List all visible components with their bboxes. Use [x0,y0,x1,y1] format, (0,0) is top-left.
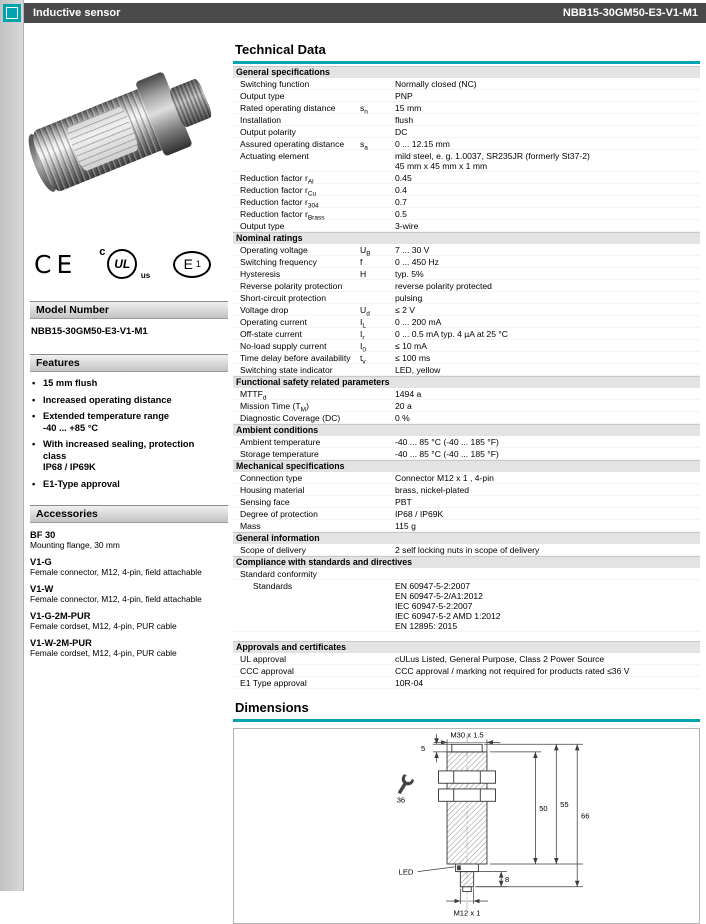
feature-item: • With increased sealing, protection class IP68 / IP69K [32,439,228,474]
tech-value: pulsing [395,292,423,303]
right-column [233,40,700,924]
tech-value: Normally closed (NC) [395,78,477,89]
sensor-outline [438,744,495,891]
ce-mark-icon: CE [34,249,78,279]
e1-number: 1 [195,259,201,269]
tech-label: Storage temperature [240,448,319,459]
tech-row [233,256,700,268]
label-dim-50: 50 [538,803,548,813]
tech-label: Scope of delivery [240,544,306,555]
tech-label: Time delay before availability [240,352,351,363]
left-column [30,30,228,658]
accessory-desc: Female cordset, M12, 4-pin, PUR cable [30,621,177,631]
accessory-name: V1-G-2M-PUR [30,611,91,621]
tech-value: brass, nickel-plated [395,484,470,495]
model-number-header: Model Number [30,301,228,319]
tech-label: UL approval [240,653,287,664]
tech-row [233,138,700,150]
tech-label: Mass [240,520,261,531]
tech-symbol [360,389,395,399]
tech-label: Degree of protection [240,508,318,519]
tech-section-header: Approvals and certificates [233,641,700,653]
tech-label: Hysteresis [240,268,281,279]
tech-label: Reduction factor $r_{304}$ [240,196,319,210]
tech-row [233,220,700,232]
accessory-name: V1-W-2M-PUR [30,638,92,648]
page-content [24,26,706,918]
part-number-title: NBB15-30GM50-E3-V1-M1 [562,7,698,19]
dimensions-title: Dimensions [233,698,700,722]
label-dim-66: 66 [580,811,589,821]
tech-row [233,665,700,677]
tech-value: ≤ 10 mA [395,340,427,351]
tech-symbol: $I_L$ [360,316,367,330]
tech-symbol: $s_n$ [360,102,368,116]
accessory-desc: Mounting flange, 30 mm [30,540,120,550]
accessory-name: V1-G [30,557,52,567]
tech-value: 15 mm [395,102,422,113]
feature-item: • E1-Type approval [32,479,228,491]
ul-letters: UL [114,257,131,271]
tech-symbol [360,127,395,137]
product-type-title: Inductive sensor [33,7,121,19]
tech-row [233,653,700,665]
accessories-list [30,530,228,658]
tech-label: $MTTF_d$ [240,388,267,402]
tech-symbol [360,497,395,507]
left-margin-strip [0,0,24,891]
tech-value: 115 g [395,520,416,531]
tech-symbol: $U_d$ [360,304,370,318]
brand-square-icon [3,4,21,22]
tech-label: Reduction factor $r_{Cu}$ [240,184,317,198]
tech-row [233,496,700,508]
tech-label: Mission Time $(T_M)$ [240,400,309,414]
model-number-value: NBB15-30GM50-E3-V1-M1 [31,326,148,337]
tech-label: Reverse polarity protection [240,280,343,291]
certification-marks [34,242,228,286]
tech-row [233,208,700,220]
e1-letter: E [183,256,193,272]
tech-symbol [360,521,395,531]
tech-section-header: Functional safety related parameters [233,376,700,388]
tech-symbol [360,115,395,125]
tech-label: Rated operating distance [240,102,336,113]
tech-symbol [360,79,395,89]
tech-label: Voltage drop [240,304,289,315]
wrench-icon [393,774,414,797]
tech-symbol [360,185,395,195]
tech-label: Standard conformity [240,568,317,579]
tech-value: DC [395,126,408,137]
tech-label: Short-circuit protection [240,292,326,303]
tech-value: IP68 / IP69K [395,508,444,519]
tech-label: Diagnostic Coverage (DC) [240,412,341,423]
tech-symbol [360,581,395,631]
features-header: Features [30,354,228,372]
technical-data-table [233,66,700,689]
accessory-desc: Female connector, M12, 4-pin, field attachable [30,567,202,577]
tech-symbol [360,197,395,207]
accessory-desc: Female connector, M12, 4-pin, field attachable [30,594,202,604]
tech-label: Standards [253,580,293,591]
tech-symbol [360,173,395,183]
tech-row [233,184,700,196]
tech-row [233,508,700,520]
tech-symbol [360,293,395,303]
tech-symbol [360,221,395,231]
tech-value: CCC approval / marking not required for products rated ≤36 V [395,665,630,676]
tech-label: Housing material [240,484,305,495]
tech-symbol [360,509,395,519]
tech-symbol: $s_a$ [360,138,368,152]
tech-section-header: Ambient conditions [233,424,700,436]
tech-symbol [360,666,395,676]
tech-row [233,78,700,90]
tech-row [233,677,700,689]
tech-label: Switching frequency [240,256,317,267]
tech-value: 0.7 [395,196,407,207]
tech-value: 2 self locking nuts in scope of delivery [395,544,540,555]
tech-symbol [360,401,395,411]
sensor-image [26,59,223,201]
tech-value: ≤ 100 ms [395,352,431,363]
tech-symbol [360,91,395,101]
tech-symbol [360,678,395,688]
tech-row [233,484,700,496]
label-thread-top: M30 x 1.5 [449,730,484,740]
feature-item: • Extended temperature range -40 ... +85 °C [32,411,228,434]
tech-label: Operating voltage [240,244,308,255]
label-thread-bottom: M12 x 1 [452,908,481,918]
label-wrench-size: 36 [396,795,405,805]
tech-symbol [360,449,395,459]
tech-value: 0 ... 200 mA [395,316,442,327]
tech-symbol [360,209,395,219]
tech-section-header: Mechanical specifications [233,460,700,472]
tech-label: Reduction factor $r_{Al}$ [240,172,314,186]
tech-symbol [360,437,395,447]
tech-label: Assured operating distance [240,138,345,149]
brand-square-inner-icon [6,7,18,19]
tech-value: 20 a [395,400,412,411]
accessory-desc: Female cordset, M12, 4-pin, PUR cable [30,648,177,658]
label-collar-height: 5 [420,743,425,753]
tech-row [233,268,700,280]
tech-row [233,304,700,316]
tech-value: ≤ 2 V [395,304,416,315]
tech-row [233,364,700,376]
tech-label: Switching function [240,78,310,89]
tech-row [233,102,700,114]
tech-label: Output type [240,220,285,231]
tech-label: Output type [240,90,285,101]
tech-row [233,172,700,184]
tech-label: Output polarity [240,126,296,137]
tech-label: Off-state current [240,328,302,339]
tech-row [233,544,700,556]
tech-row [233,568,700,580]
tech-row [233,316,700,328]
dim-connector [475,872,506,887]
tech-row [233,126,700,138]
tech-label: E1 Type approval [240,677,307,688]
tech-value: -40 ... 85 °C (-40 ... 185 °F) [395,436,499,447]
tech-value: 0.5 [395,208,407,219]
tech-row [233,436,700,448]
tech-symbol [360,569,395,579]
features-list [30,378,228,490]
tech-label: CCC approval [240,665,294,676]
tech-symbol: $t_v$ [360,352,366,366]
tech-value: EN 60947-5-2:2007 EN 60947-5-2/A1:2012 IEC 60947-5-2:2007 IEC 60947-5-2 AMD 1:2012 EN 12895: 2015 [395,580,501,631]
tech-value: Connector M12 x 1 , 4-pin [395,472,494,483]
feature-item: • Increased operating distance [32,395,228,407]
tech-symbol: $U_B$ [360,244,371,258]
e1-mark-icon [173,251,211,278]
tech-value: 3-wire [395,220,419,231]
tech-label: Sensing face [240,496,290,507]
accessory-name: V1-W [30,584,54,594]
tech-row [233,292,700,304]
tech-row [233,352,700,364]
accessories-header: Accessories [30,505,228,523]
tech-row [233,580,700,632]
tech-value: 0.45 [395,172,412,183]
feature-item: • 15 mm flush [32,378,228,390]
tech-value: 0 ... 450 Hz [395,256,439,267]
tech-value: 10R-04 [395,677,424,688]
tech-label: No-load supply current [240,340,327,351]
tech-row [233,388,700,400]
technical-data-title: Technical Data [233,40,700,64]
tech-row [233,340,700,352]
tech-symbol [360,485,395,495]
tech-value: reverse polarity protected [395,280,492,291]
tech-value: 0 ... 0.5 mA typ. 4 µA at 25 °C [395,328,509,339]
led-leader-line [417,867,454,872]
led-indicator [457,865,461,870]
product-photo [30,34,228,234]
tech-row [233,90,700,102]
dimension-drawing [247,731,687,921]
tech-value: PBT [395,496,412,507]
tech-symbol: $I_0$ [360,340,367,354]
tech-symbol [360,413,395,423]
tech-value: flush [395,114,414,125]
tech-row [233,400,700,412]
tech-symbol [360,281,395,291]
tech-symbol: $I_r$ [360,328,365,342]
tech-symbol: f [360,256,363,267]
dim-lengths [475,744,582,887]
tech-row [233,114,700,126]
tech-row [233,520,700,532]
accessory-name: BF 30 [30,530,56,540]
tech-label: Switching state indicator [240,364,333,375]
tech-value: 7 ... 30 V [395,244,430,255]
tech-section-header: General information [233,532,700,544]
tech-row [233,328,700,340]
tech-row [233,448,700,460]
label-connector-len: 8 [504,875,509,885]
tech-value: mild steel, e. g. 1.0037, SR235JR (formerly St37-2) 45 mm x 45 mm x 1 mm [395,150,590,171]
tech-value: 0.4 [395,184,407,195]
tech-value: PNP [395,90,413,101]
tech-symbol [360,545,395,555]
tech-section-header: Nominal ratings [233,232,700,244]
tech-symbol [360,473,395,483]
tech-value: typ. 5% [395,268,424,279]
tech-row [233,280,700,292]
tech-label: Operating current [240,316,307,327]
tech-section-header: General specifications [233,66,700,78]
tech-symbol [360,654,395,664]
label-dim-55: 55 [559,800,569,809]
tech-value [395,569,700,579]
ul-us-label: us [140,271,151,280]
tech-value: LED, yellow [395,364,441,375]
tech-row [233,412,700,424]
tech-value: -40 ... 85 °C (-40 ... 185 °F) [395,448,499,459]
tech-row [233,196,700,208]
cul-us-mark-icon [99,246,151,280]
tech-symbol [360,365,395,375]
tech-row [233,472,700,484]
tech-value: 0 % [395,412,410,423]
dimension-drawing-box [233,728,700,924]
tech-value: cULus Listed, General Purpose, Class 2 Power Source [395,653,605,664]
tech-symbol: H [360,268,367,279]
tech-label: Installation [240,114,282,125]
tech-row [233,244,700,256]
tech-value: 0 ... 12.15 mm [395,138,450,149]
tech-section-header: Compliance with standards and directives [233,556,700,568]
tech-row [233,150,700,172]
tech-label: Connection type [240,472,303,483]
title-bar [24,3,706,23]
ul-c-label: c [99,246,106,258]
label-led: LED [398,867,413,877]
tech-label: Ambient temperature [240,436,321,447]
tech-label: Actuating element [240,150,309,161]
tech-value: 1494 a [395,388,422,399]
tech-label: Reduction factor $r_{Brass}$ [240,208,325,222]
tech-symbol [360,151,395,171]
